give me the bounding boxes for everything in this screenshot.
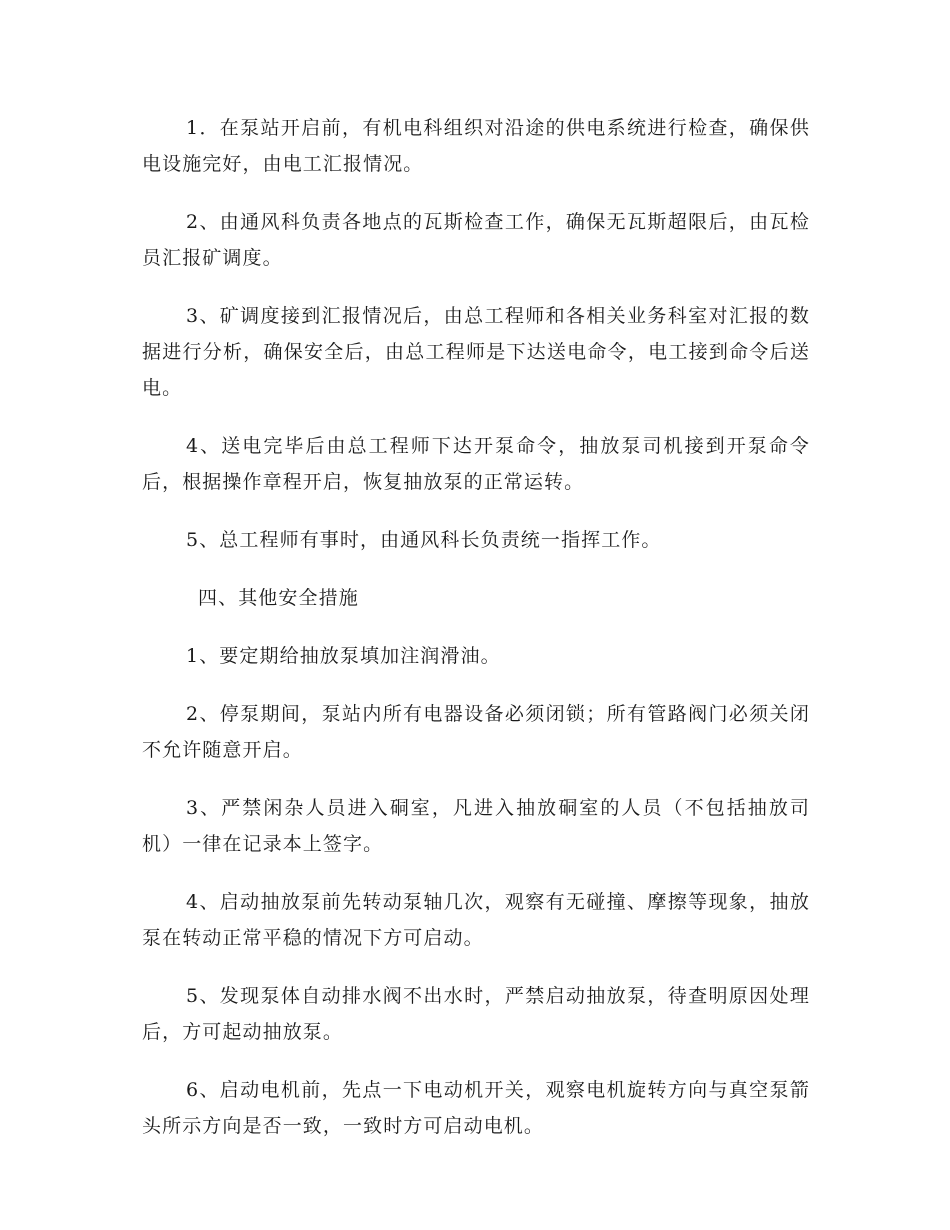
paragraph-3: 3、矿调度接到汇报情况后，由总工程师和各相关业务科室对汇报的数据进行分析，确保安全后，由总工程师是下达送电命令，电工接到命令后送电。 — [142, 305, 810, 399]
section-heading: 四、其他安全措施 — [198, 587, 359, 609]
paragraph-11: 6、启动电机前，先点一下电动机开关，观察电机旋转方向与真空泵箭头所示方向是否一致，一致时方可启动电机。 — [142, 1079, 810, 1137]
paragraph-2: 2、由通风科负责各地点的瓦斯检查工作，确保无瓦斯超限后，由瓦检员汇报矿调度。 — [142, 211, 810, 269]
paragraph-4: 4、送电完毕后由总工程师下达开泵命令，抽放泵司机接到开泵命令后，根据操作章程开启，恢复抽放泵的正常运转。 — [142, 435, 810, 493]
paragraph-1: 1．在泵站开启前，有机电科组织对沿途的供电系统进行检查，确保供电设施完好，由电工汇报情况。 — [142, 117, 810, 175]
paragraph-6: 1、要定期给抽放泵填加注润滑油。 — [186, 645, 501, 667]
document-body — [142, 110, 810, 1166]
paragraph-8: 3、严禁闲杂人员进入硐室，凡进入抽放硐室的人员（不包括抽放司机）一律在记录本上签字。 — [142, 797, 810, 855]
paragraph-9: 4、启动抽放泵前先转动泵轴几次，观察有无碰撞、摩擦等现象，抽放泵在转动正常平稳的情况下方可启动。 — [142, 891, 810, 949]
paragraph-7: 2、停泵期间，泵站内所有电器设备必须闭锁；所有管路阀门必须关闭不允许随意开启。 — [142, 703, 810, 761]
paragraph-10: 5、发现泵体自动排水阀不出水时，严禁启动抽放泵，待查明原因处理后，方可起动抽放泵。 — [142, 985, 810, 1043]
paragraph-5: 5、总工程师有事时，由通风科长负责统一指挥工作。 — [186, 529, 662, 551]
